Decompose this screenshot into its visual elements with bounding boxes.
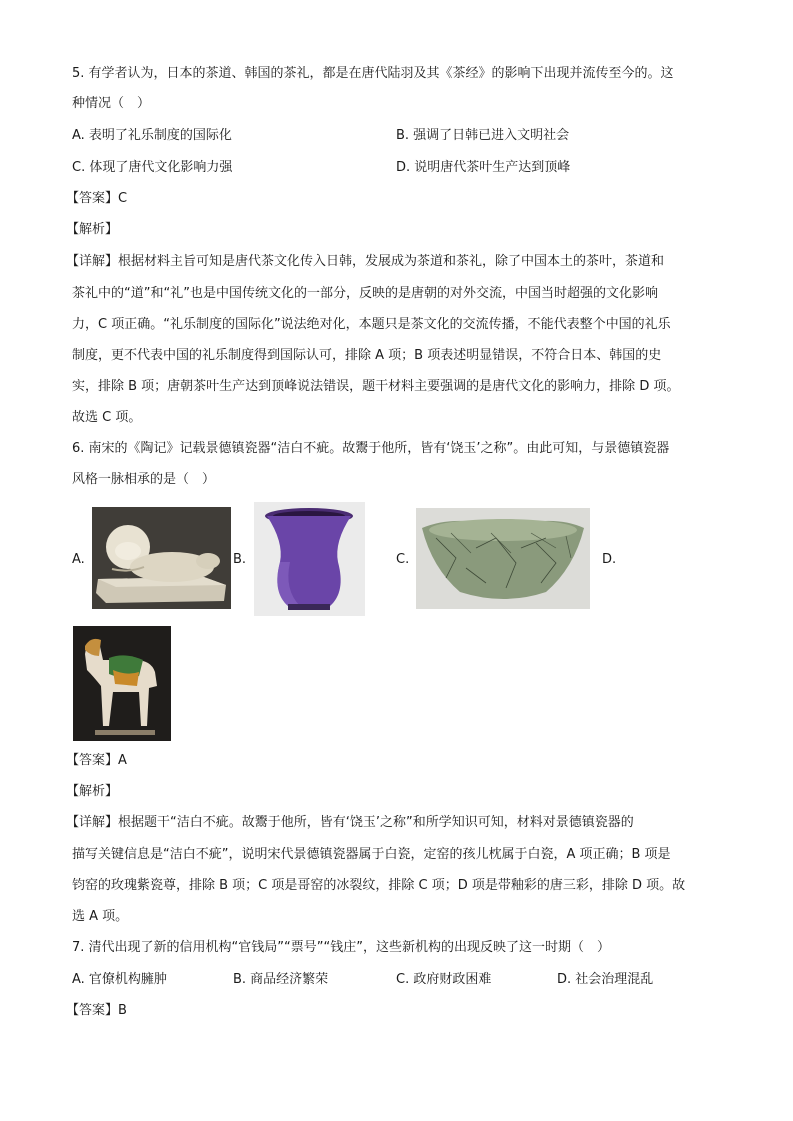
q6-detail-line1: 【详解】根据题干“洁白不疵。故鬻于他所，皆有‘饶玉’之称”和所学知识可知，材料对景德镇瓷器的 xyxy=(66,815,634,830)
q6-detail-line2: 描写关键信息是“洁白不疵”，说明宋代景德镇瓷器属于白瓷，定窑的孩儿枕属于白瓷，A 项正确；B 项是 xyxy=(72,847,671,862)
q7-option-d: D. 社会治理混乱 xyxy=(557,972,654,987)
q6-stem-line2: 风格一脉相承的是（ ） xyxy=(72,472,216,487)
q5-stem-line2: 种情况（ ） xyxy=(72,96,151,111)
q5-answer: 【答案】C xyxy=(66,191,128,206)
q6-detail-line3: 钧窑的玫瑰紫瓷尊，排除 B 项；C 项是哥窑的冰裂纹，排除 C 项；D 项是带釉彩的唐三彩，排除 D 项。故 xyxy=(72,878,686,893)
q7-stem: 7. 清代出现了新的信用机构“官钱局”“票号”“钱庄”，这些新机构的出现反映了这一时期（ ） xyxy=(72,940,610,955)
q7-option-a: A. 官僚机构臃肿 xyxy=(72,972,167,987)
q6-answer: 【答案】A xyxy=(66,753,127,768)
q5-detail-line6: 故选 C 项。 xyxy=(72,410,142,425)
crackle-bowl-icon xyxy=(416,508,590,609)
q5-option-a: A. 表明了礼乐制度的国际化 xyxy=(72,128,232,143)
q6-option-c-image xyxy=(416,508,590,609)
q6-option-b-label: B. xyxy=(233,552,247,567)
q5-analysis-heading: 【解析】 xyxy=(66,222,119,237)
purple-vase-icon xyxy=(254,502,365,616)
q5-detail-line1: 【详解】根据材料主旨可知是唐代茶文化传入日韩，发展成为茶道和茶礼，除了中国本土的茶叶，茶道和 xyxy=(66,254,665,269)
q6-detail-line4: 选 A 项。 xyxy=(72,909,129,924)
q7-answer: 【答案】B xyxy=(66,1003,127,1018)
q5-option-c: C. 体现了唐代文化影响力强 xyxy=(72,160,233,175)
q5-option-d: D. 说明唐代茶叶生产达到顶峰 xyxy=(396,160,571,175)
q6-option-c-label: C. xyxy=(396,552,410,567)
q6-option-a-label: A. xyxy=(72,552,85,567)
q5-detail-line4: 制度，更不代表中国的礼乐制度得到国际认可，排除 A 项；B 项表述明显错误，不符合日本、韩国的史 xyxy=(72,348,662,363)
q5-detail-line2: 茶礼中的“道”和“礼”也是中国传统文化的一部分，反映的是唐朝的对外交流，中国当时超强的文化影响 xyxy=(72,286,658,301)
white-porcelain-pillow-icon xyxy=(92,507,231,609)
sancai-horse-icon xyxy=(73,626,171,741)
q5-option-b: B. 强调了日韩已进入文明社会 xyxy=(396,128,570,143)
q5-detail-line3: 力，C 项正确。“礼乐制度的国际化”说法绝对化，本题只是茶文化的交流传播，不能代表整个中国的礼乐 xyxy=(72,317,671,332)
q5-stem-line1: 5. 有学者认为，日本的茶道、韩国的茶礼，都是在唐代陆羽及其《茶经》的影响下出现并流传至今的。这 xyxy=(72,66,674,81)
q7-option-c: C. 政府财政困难 xyxy=(396,972,492,987)
q6-option-d-label: D. xyxy=(602,552,617,567)
q7-option-b: B. 商品经济繁荣 xyxy=(233,972,329,987)
q6-option-b-image xyxy=(254,502,365,616)
q6-analysis-heading: 【解析】 xyxy=(66,784,119,799)
q6-option-a-image xyxy=(92,507,231,609)
q6-stem-line1: 6. 南宋的《陶记》记载景德镇瓷器“洁白不疵。故鬻于他所，皆有‘饶玉’之称”。由此可知，与景德镇瓷器 xyxy=(72,441,670,456)
q5-detail-line5: 实，排除 B 项；唐朝茶叶生产达到顶峰说法错误，题干材料主要强调的是唐代文化的影响力，排除 D 项。 xyxy=(72,379,680,394)
q6-option-d-image xyxy=(73,626,171,741)
